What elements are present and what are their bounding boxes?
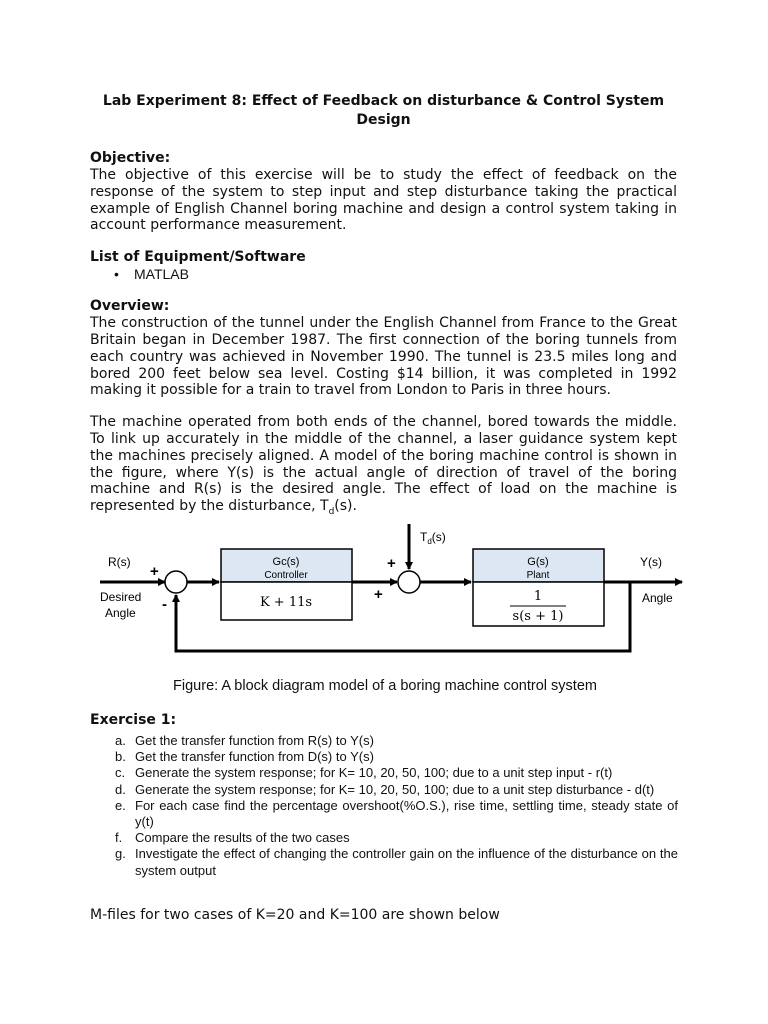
sum2-plus-top-sign: + [387, 555, 396, 572]
list-item [90, 798, 678, 830]
list-item [90, 749, 678, 765]
disturbance-subscript: d [328, 506, 335, 517]
list-item-text: Compare the results of the two cases [135, 830, 350, 846]
sum2-plus-left-sign: + [374, 586, 383, 603]
sum1-minus-sign: - [162, 596, 167, 613]
output-desc: Angle [642, 591, 673, 605]
list-item [90, 765, 678, 781]
figure-caption: Figure: A block diagram model of a boring machine control system [173, 678, 597, 694]
overview-paragraph-2-text: The machine operated from both ends of the channel, bored towards the middle. To link up accurately in the middle of the channel, a laser guidance system kept the machines precisely aligned. A model of the boring machine control is shown in the figure, where Y(s) is the actual angle of direction of travel of the boring machine and R(s) is the desired angle. The effect of load on the machine is represented by the disturbance, T [90, 414, 677, 515]
controller-transfer-function: K + 11s [259, 595, 313, 610]
list-item-text: Investigate the effect of changing the controller gain on the influence of the disturbance on the system output [135, 846, 678, 878]
exercise-heading: Exercise 1: [90, 712, 177, 728]
sum1-plus-sign: + [150, 563, 159, 580]
list-item-text: Get the transfer function from R(s) to Y(s) [135, 733, 374, 748]
equipment-item-label: MATLAB [134, 266, 189, 283]
plant-title: G(s) [527, 556, 549, 568]
output-label: Y(s) [640, 555, 662, 569]
disturbance-label: $T_d(s)$ [420, 530, 446, 546]
equipment-heading: List of Equipment/Software [90, 249, 306, 266]
plant-denominator: s(s + 1) [512, 609, 564, 624]
input-desc-line1: Desired [100, 590, 142, 604]
list-item [90, 846, 678, 878]
input-desc-line2: Angle [105, 606, 136, 620]
list-marker: d. [115, 781, 126, 797]
list-marker: f. [115, 830, 123, 846]
plant-block [473, 549, 604, 626]
list-marker: b. [115, 749, 126, 765]
bullet-icon: • [114, 266, 119, 283]
summing-junction-2 [398, 571, 420, 593]
list-marker: e. [115, 797, 126, 813]
input-label: R(s) [108, 555, 131, 569]
controller-title: Gc(s) [272, 556, 300, 568]
document-body [90, 92, 677, 515]
block-diagram [90, 520, 690, 670]
list-item [90, 782, 678, 798]
overview-heading: Overview: [90, 298, 170, 315]
objective-heading: Objective: [90, 150, 171, 166]
list-item-text: For each case find the percentage overshoot(%O.S.), rise time, settling time, steady state of y(t) [135, 797, 678, 830]
overview-paragraph-2-end: (s). [334, 498, 357, 515]
equipment-item [90, 266, 677, 283]
objective-text: The objective of this exercise will be to study the effect of feedback on the response of the system to step input and step disturbance taking the practical example of English Channel boring machine and design a control system taking in account performance measurement. [90, 167, 677, 234]
summing-junction-1 [165, 571, 187, 593]
list-marker: g. [115, 846, 126, 862]
mfiles-note: M-files for two cases of K=20 and K=100 are shown below [90, 907, 500, 923]
exercise-section [90, 712, 678, 879]
plant-numerator: 1 [533, 589, 543, 604]
overview-paragraph-1: The construction of the tunnel under the English Channel from France to the Great Britain began in December 1987. The first connection of the boring tunnels from each country was achieved in November 1990. The tunnel is 23.5 miles long and bored 200 feet below sea level. Costing $14 billion, it was completed in 1992 making it possible for a train to travel from London to Paris in three hours. [90, 315, 677, 399]
list-item [90, 733, 678, 749]
list-item-text: Generate the system response; for K= 10, 20, 50, 100; due to a unit step disturbance - d(t) [135, 781, 655, 797]
list-item-text: Generate the system response; for K= 10, 20, 50, 100; due to a unit step input - r(t) [135, 765, 613, 781]
overview-paragraph-2 [90, 414, 677, 515]
exercise-task-list [90, 733, 678, 879]
list-marker: a. [115, 733, 126, 748]
list-marker: c. [115, 765, 126, 781]
controller-block [221, 549, 352, 620]
equipment-list [90, 266, 677, 283]
controller-subtitle: Controller [264, 570, 308, 581]
list-item-text: Get the transfer function from D(s) to Y(s) [135, 749, 374, 765]
document-title: Lab Experiment 8: Effect of Feedback on disturbance & Control System Design [102, 93, 665, 128]
list-item [90, 830, 678, 846]
plant-subtitle: Plant [526, 570, 550, 581]
